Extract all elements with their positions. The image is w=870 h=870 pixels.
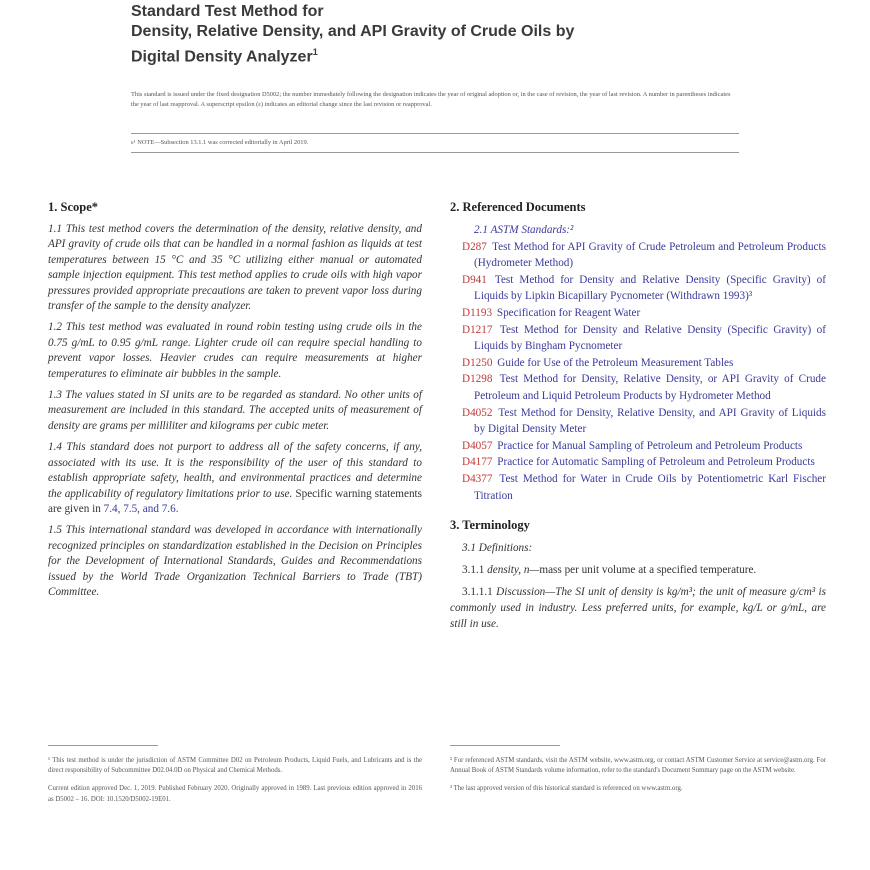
terminology-density xyxy=(450,562,826,578)
scope-para-4 xyxy=(48,440,422,517)
reference-code[interactable]: D1298 xyxy=(462,373,498,386)
title-line-1: Standard Test Method for xyxy=(131,3,324,20)
reference-item[interactable] xyxy=(450,471,826,504)
reference-item[interactable] xyxy=(450,438,826,455)
terminology-heading: 3. Terminology xyxy=(450,518,530,533)
reference-code[interactable]: D1193 xyxy=(462,306,495,319)
left-footnotes xyxy=(48,756,422,813)
footnote-3: ³ The last approved version of this historical standard is referenced on www.astm.org. xyxy=(450,785,683,793)
document-title xyxy=(131,2,771,67)
notice-divider xyxy=(131,133,739,134)
scope-para-1: 1.1 This test method covers the determination of the density, relative density, and API gravity of crude oils that can be handled in a normal fashion as liquids at test temperatures between 15 °C and 35 °C utilizing either manual or automated sample injection equipment. This test method applies to crude oils with high vapor pressures provided appropriate precautions are taken to prevent vapor loss during transfer of the sample to the density analyzer. xyxy=(48,223,422,313)
right-footnotes xyxy=(450,756,826,803)
reference-item[interactable] xyxy=(450,371,826,404)
reference-item[interactable] xyxy=(450,239,826,272)
reference-title[interactable]: Test Method for API Gravity of Crude Petroleum and Petroleum Products (Hydrometer Method) xyxy=(474,240,826,270)
reference-code[interactable]: D4377 xyxy=(462,472,498,485)
reference-item[interactable] xyxy=(450,305,826,322)
designation-notice: This standard is issued under the fixed designation D5002; the number immediately following the designation indicates the year of original adoption or, in the case of revision, the year of last revision. A number in parentheses indicates the year of last reapproval. A superscript epsilon (ε) indicates an editorial change since the last revision or reapproval. xyxy=(131,91,731,108)
left-footnote-divider xyxy=(48,745,158,746)
terminology-definitions xyxy=(450,540,826,556)
scope-para-3: 1.3 The values stated in SI units are to be regarded as standard. No other units of measurement are included in this standard. The accepted units of measurement of density are grams per milliliter and kilograms per cubic meter. xyxy=(48,389,422,432)
reference-title[interactable]: Specification for Reagent Water xyxy=(496,306,641,319)
reference-item[interactable] xyxy=(450,454,826,471)
footnote-edition: Current edition approved Dec. 1, 2019. Published February 2020. Originally approved in 1989. Last previous edition approved in 2016 as D5002 – 16. DOI: 10.1520/D5002-19E01. xyxy=(48,785,422,803)
discussion-number: 3.1.1.1 xyxy=(462,586,493,599)
reference-code[interactable]: D287 xyxy=(462,240,491,253)
reference-item[interactable] xyxy=(450,322,826,355)
density-definition: mass per unit volume at a specified temperature. xyxy=(539,564,757,577)
discussion-label: Discussion— xyxy=(496,586,556,599)
title-line-3-text: Digital Density Analyzer xyxy=(131,48,313,66)
references-heading: 2. Referenced Documents xyxy=(450,200,586,214)
reference-item[interactable] xyxy=(450,272,826,305)
title-footnote-mark: 1 xyxy=(312,47,318,57)
references-intro: 2.1 ASTM Standards:² xyxy=(474,224,574,236)
footnote-2: ² For referenced ASTM standards, visit the ASTM website, www.astm.org, or contact ASTM Customer Service at service@astm.org. For Annual Book of ASTM Standards volume information, refer to the standard's Document Summary page on the ASTM website. xyxy=(450,757,826,775)
scope-heading: 1. Scope* xyxy=(48,200,98,214)
reference-title[interactable]: Practice for Manual Sampling of Petroleum and Petroleum Products xyxy=(497,439,803,452)
editorial-note: ε¹ NOTE—Subsection 13.1.1 was corrected editorially in April 2019. xyxy=(131,139,309,146)
reference-code[interactable]: D941 xyxy=(462,273,493,286)
right-column xyxy=(450,200,826,638)
right-footnote-divider xyxy=(450,745,560,746)
footnote-1: ¹ This test method is under the jurisdiction of ASTM Committee D02 on Petroleum Products, Liquid Fuels, and Lubricants and is the direct responsibility of Subcommittee D02.04.0D on Physical and Chemical Methods. xyxy=(48,757,422,775)
reference-item[interactable] xyxy=(450,405,826,438)
terminology-discussion xyxy=(450,584,826,632)
scope-para-2: 1.2 This test method was evaluated in round robin testing using crude oils in the 0.75 g/mL to 0.95 g/mL range. Lighter crude oil can require special handling to prevent vapor losses. Heavier crudes can require measurements at higher temperatures to eliminate air bubbles in the sample. xyxy=(48,321,422,380)
reference-code[interactable]: D1217 xyxy=(462,323,498,336)
scope-para-4-text: 1.4 This standard does not purport to address all of the safety concerns, if any, associated with its use. It is the responsibility of the user of this standard to establish appropriate safety, health, and environmental practices and determine the applicability of regulatory limitations prior to use. xyxy=(48,441,422,500)
density-term: density, n— xyxy=(487,564,540,577)
reference-code[interactable]: D4052 xyxy=(462,406,497,419)
warning-section-links[interactable]: 7.4, 7.5, and 7.6. xyxy=(103,502,179,515)
reference-title[interactable]: Test Method for Density, Relative Density, or API Gravity of Crude Petroleum and Liquid Petroleum Products by Hydrometer Method xyxy=(474,373,826,402)
reference-title[interactable]: Practice for Automatic Sampling of Petroleum and Petroleum Products xyxy=(497,456,815,469)
reference-title[interactable]: Test Method for Water in Crude Oils by Potentiometric Karl Fischer Titration xyxy=(474,472,826,502)
left-column xyxy=(48,200,422,606)
reference-title[interactable]: Test Method for Density, Relative Density, and API Gravity of Liquids by Digital Density Meter xyxy=(474,406,826,436)
scope-para-5: 1.5 This international standard was developed in accordance with internationally recognized principles on standardization established in the Decision on Principles for the Development of International Standards, Guides and Recommendations issued by the World Trade Organization Technical Barriers to Trade (TBT) Committee. xyxy=(48,524,422,598)
density-number: 3.1.1 xyxy=(462,564,485,577)
editorial-divider xyxy=(131,152,739,153)
title-line-2: Density, Relative Density, and API Gravity of Crude Oils by xyxy=(131,23,575,40)
reference-code[interactable]: D4177 xyxy=(462,456,496,469)
reference-title[interactable]: Test Method for Density and Relative Density (Specific Gravity) of Liquids by Lipkin Bicapillary Pycnometer (Withdrawn 1993)³ xyxy=(474,273,826,303)
title-line-3 xyxy=(131,42,771,67)
definitions-label: 3.1 Definitions: xyxy=(462,542,533,555)
reference-code[interactable]: D1250 xyxy=(462,356,496,369)
reference-title[interactable]: Guide for Use of the Petroleum Measurement Tables xyxy=(497,356,734,369)
reference-list xyxy=(450,222,826,504)
scope-para-4-warning: Specific warning statements are given in xyxy=(48,487,423,515)
reference-title[interactable]: Test Method for Density and Relative Density (Specific Gravity) of Liquids by Bingham Pycnometer xyxy=(474,323,826,353)
reference-item[interactable] xyxy=(450,355,826,372)
discussion-text: The SI unit of density is kg/m³; the unit of measure g/cm³ is commonly used in industry. Less preferred units, for example, kg/L or g/mL, are still in use. xyxy=(450,586,827,631)
reference-code[interactable]: D4057 xyxy=(462,439,496,452)
